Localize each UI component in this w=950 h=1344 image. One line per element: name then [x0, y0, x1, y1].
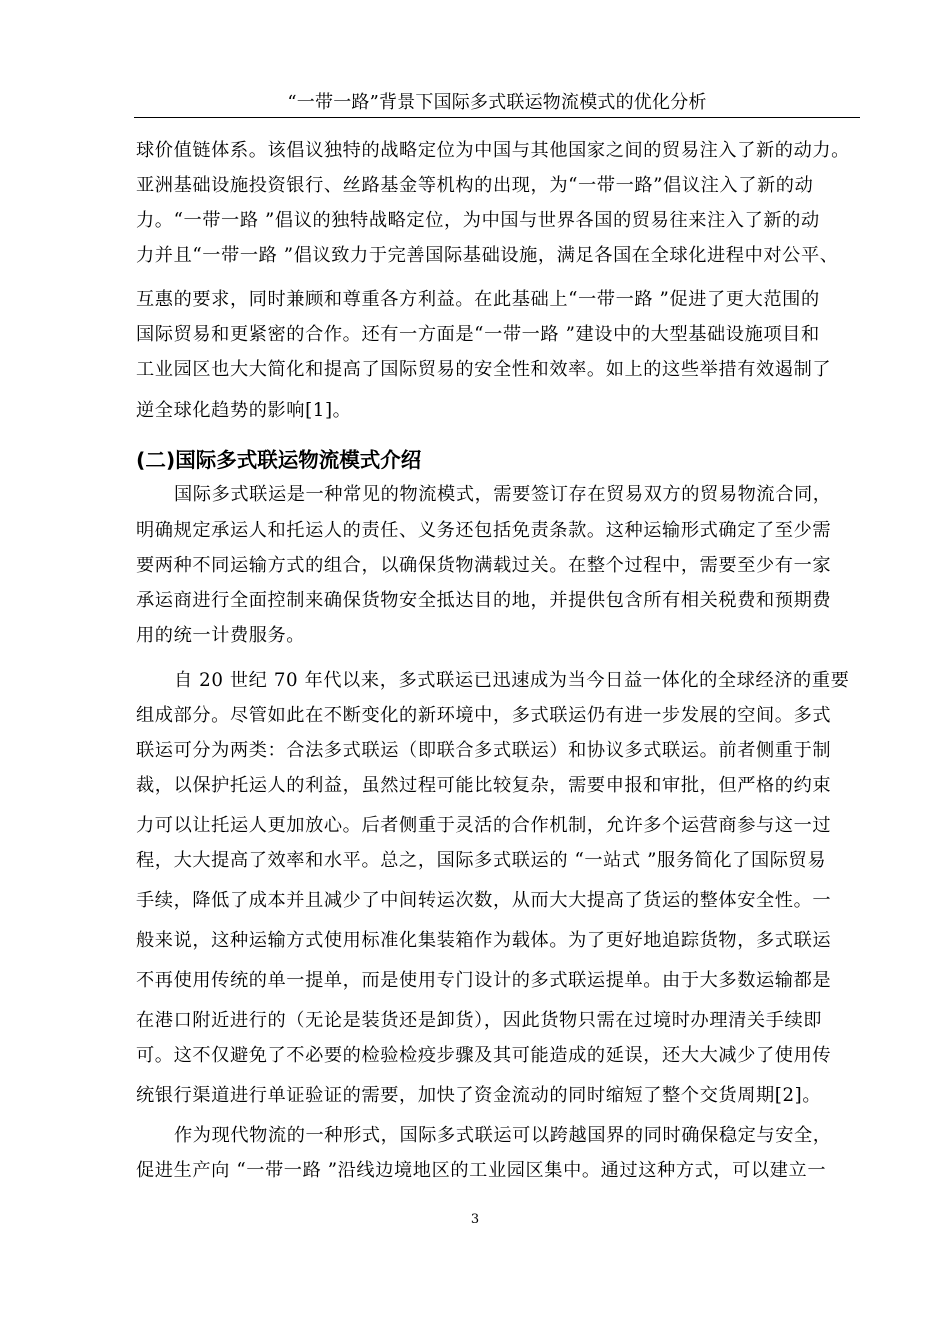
- body-line: 球价值链体系。该倡议独特的战略定位为中国与其他国家之间的贸易注入了新的动力。: [136, 140, 850, 161]
- body-line: 力可以让托运人更加放心。后者侧重于灵活的合作机制，允许多个运营商参与这一过: [136, 815, 832, 836]
- body-line: 逆全球化趋势的影响[1]。: [136, 400, 352, 421]
- page-number: 3: [470, 1212, 480, 1227]
- body-line: 力。“一带一路 ”倡议的独特战略定位，为中国与世界各国的贸易往来注入了新的动: [136, 210, 820, 231]
- body-line: 在港口附近进行的（无论是装货还是卸货），因此货物只需在过境时办理清关手续即: [136, 1010, 823, 1031]
- body-line: 自 20 世纪 70 年代以来，多式联运已迅速成为当今日益一体化的全球经济的重要: [174, 670, 850, 691]
- body-line: 可。这不仅避免了不必要的检验检疫步骤及其可能造成的延误，还大大减少了使用传: [136, 1045, 832, 1066]
- body-line: 明确规定承运人和托运人的责任、义务还包括免责条款。这种运输形式确定了至少需: [136, 520, 832, 541]
- body-line: 工业园区也大大简化和提高了国际贸易的安全性和效率。如上的这些举措有效遏制了: [136, 359, 832, 380]
- body-line: 般来说，这种运输方式使用标准化集装箱作为载体。为了更好地追踪货物，多式联运: [136, 930, 832, 951]
- body-line: 手续，降低了成本并且减少了中间转运次数，从而大大提高了货运的整体安全性。一: [136, 890, 832, 911]
- running-header: “一带一路”背景下国际多式联运物流模式的优化分析: [287, 92, 707, 113]
- body-line: 不再使用传统的单一提单，而是使用专门设计的多式联运提单。由于大多数运输都是: [136, 970, 832, 991]
- body-line: 力并且“一带一路 ”倡议致力于完善国际基础设施，满足各国在全球化进程中对公平、: [136, 245, 839, 266]
- body-line: 互惠的要求，同时兼顾和尊重各方利益。在此基础上“一带一路 ”促进了更大范围的: [136, 289, 820, 310]
- body-line: 要两种不同运输方式的组合，以确保货物满载过关。在整个过程中，需要至少有一家: [136, 555, 832, 576]
- body-line: 裁，以保护托运人的利益，虽然过程可能比较复杂，需要申报和审批，但严格的约束: [136, 775, 832, 796]
- body-line: 作为现代物流的一种形式，国际多式联运可以跨越国界的同时确保稳定与安全，: [174, 1125, 832, 1146]
- body-line: 组成部分。尽管如此在不断变化的新环境中，多式联运仍有进一步发展的空间。多式: [136, 705, 832, 726]
- body-line: 用的统一计费服务。: [136, 625, 306, 646]
- body-line: 统银行渠道进行单证验证的需要，加快了资金流动的同时缩短了整个交货周期[2]。: [136, 1085, 822, 1106]
- body-line: 亚洲基础设施投资银行、丝路基金等机构的出现，为“一带一路”倡议注入了新的动: [136, 175, 814, 196]
- header-rule: [134, 117, 860, 118]
- section-heading: (二)国际多式联运物流模式介绍: [136, 448, 422, 472]
- body-line: 承运商进行全面控制来确保货物安全抵达目的地，并提供包含所有相关税费和预期费: [136, 590, 832, 611]
- body-line: 联运可分为两类：合法多式联运（即联合多式联运）和协议多式联运。前者侧重于制: [136, 740, 832, 761]
- body-line: 促进生产向 “一带一路 ”沿线边境地区的工业园区集中。通过这种方式，可以建立一: [136, 1160, 827, 1181]
- body-line: 国际贸易和更紧密的合作。还有一方面是“一带一路 ”建设中的大型基础设施项目和: [136, 324, 820, 345]
- body-line: 国际多式联运是一种常见的物流模式，需要签订存在贸易双方的贸易物流合同，: [174, 484, 832, 505]
- body-line: 程，大大提高了效率和水平。总之，国际多式联运的 “一站式 ”服务简化了国际贸易: [136, 850, 827, 871]
